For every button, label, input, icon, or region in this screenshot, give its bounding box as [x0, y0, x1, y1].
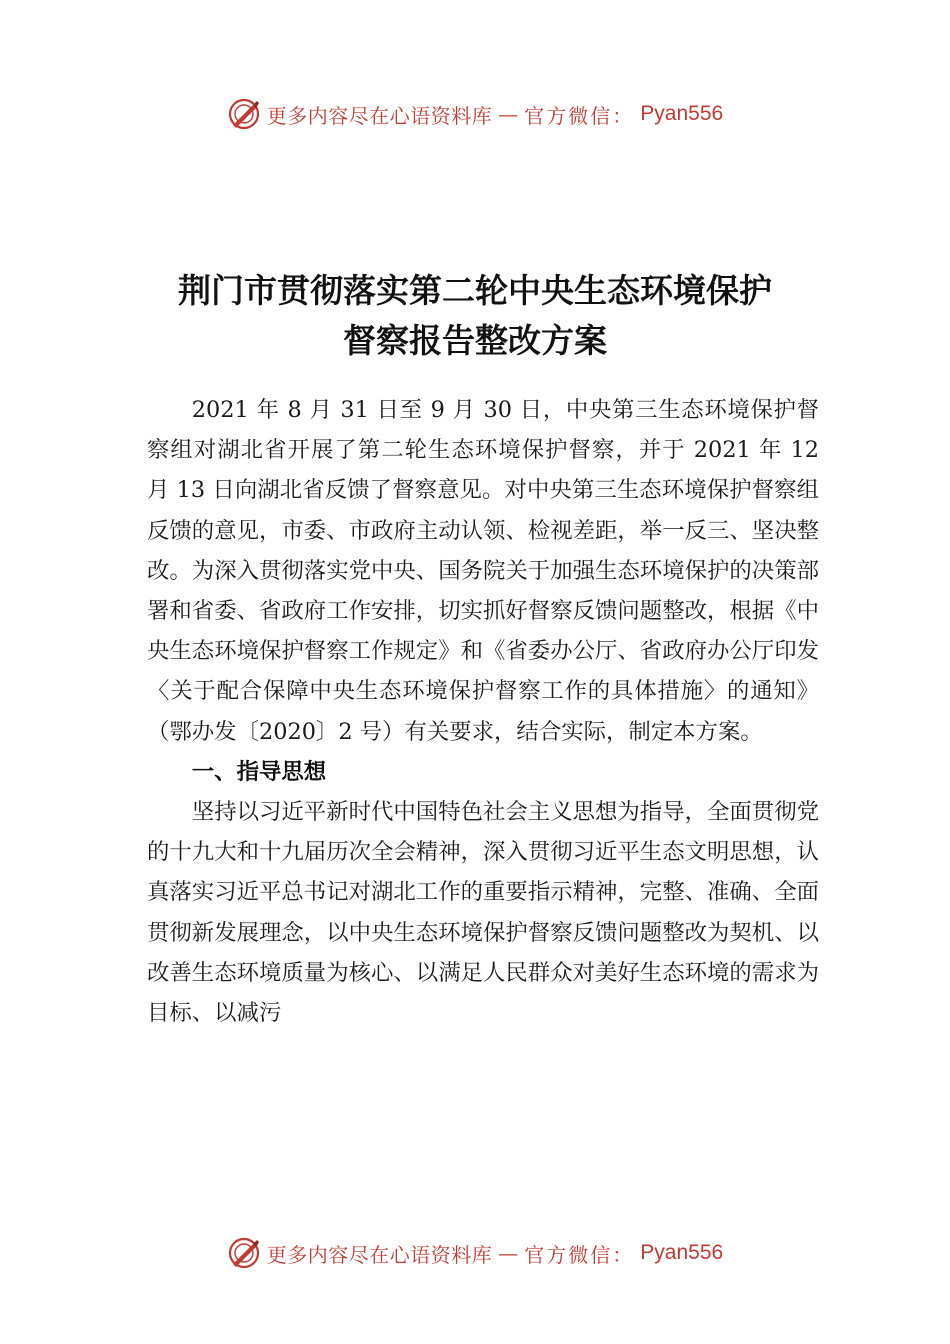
watermark-label: 官方微信：	[524, 1242, 635, 1267]
watermark-wechat-id: Pyan556	[640, 102, 724, 125]
watermark-dash: —	[498, 1241, 519, 1265]
document-body	[147, 390, 819, 1033]
document-title-line2: 督察报告整改方案	[343, 321, 607, 360]
watermark-text: 更多内容尽在心语资料库	[266, 103, 493, 128]
watermark-dash: —	[498, 102, 519, 126]
pen-logo-icon	[227, 1236, 261, 1270]
document-title-line1: 荆门市贯彻落实第二轮中央生态环境保护	[178, 271, 772, 310]
watermark-wechat-id: Pyan556	[640, 1241, 724, 1264]
header-watermark	[0, 94, 950, 134]
intro-paragraph: 2021 年 8 月 31 日至 9 月 30 日，中央第三生态环境保护督察组对湖北省开展了第二轮生态环境保护督察，并于 2021 年 12 月 13 日向湖北省反馈了督察意见。对中央第三生态环境保护督察组反馈的意见，市委、市政府主动认领、检视差距，举一反三、坚决整改。为深入贯彻落实党中央、国务院关于加强生态环境保护的决策部署和省委、省政府工作安排，切实抓好督察反馈问题整改，根据《中央生态环境保护督察工作规定》和《省委办公厅、省政府办公厅印发〈关于配合保障中央生态环境保护督察工作的具体措施〉的通知》（鄂办发〔2020〕2 号）有关要求，结合实际，制定本方案。	[147, 397, 819, 745]
pen-logo-icon	[227, 97, 261, 131]
watermark-label: 官方微信：	[524, 103, 635, 128]
footer-watermark	[0, 1233, 950, 1273]
section-heading-guiding-ideology: 一、指导思想	[191, 758, 327, 785]
section1-paragraph: 坚持以习近平新时代中国特色社会主义思想为指导，全面贯彻党的十九大和十九届历次全会精神，深入贯彻习近平生态文明思想，认真落实习近平总书记对湖北工作的重要指示精神，完整、准确、全面贯彻新发展理念，以中央生态环境保护督察反馈问题整改为契机、以改善生态环境质量为核心、以满足人民群众对美好生态环境的需求为目标、以减污	[147, 799, 819, 1027]
watermark-text: 更多内容尽在心语资料库	[266, 1242, 493, 1267]
